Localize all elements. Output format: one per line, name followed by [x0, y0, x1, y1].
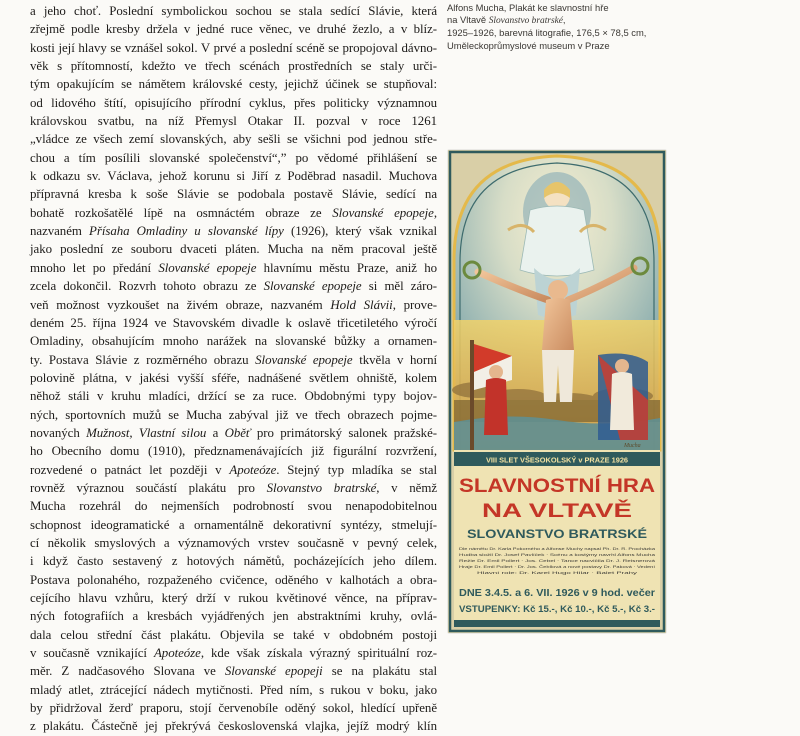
italic-title: Slovanské epopeje	[332, 205, 434, 220]
text-run: rovněž výraznou součástí plakátu pro	[30, 480, 267, 495]
text-run: , kde však získala výrazný spirituální roz-	[200, 646, 437, 661]
text-run: polovině plátna, v jakési vyšší sféře, nadnášené světlem ohniště, kolem	[30, 370, 437, 385]
italic-title: Slovanské epopeje	[158, 260, 257, 275]
body-text-line	[30, 167, 437, 185]
text-run: Omladiny, obsahujícím mnoho narážek na slovanské bůžky a ornamen-	[30, 334, 437, 349]
text-run: nazvaném	[30, 224, 90, 239]
text-run: veň možnost vyzkoušet na živém obraze, nazvaném	[30, 297, 331, 312]
text-run: rozvedené o patnáct let později v	[30, 462, 230, 477]
italic-title: Apoteóze	[229, 462, 277, 477]
text-run: cejícího hlavu vzhůru, který drží v rukou květinové věnce, na příprav-	[30, 591, 437, 605]
body-text-line	[30, 534, 437, 552]
body-text-line	[30, 516, 437, 534]
text-run: od lidového štítí, opisujícího přírodní cyklus, přes politicky významnou	[30, 95, 437, 110]
italic-title: Hold Slávii	[330, 297, 393, 312]
text-run: mnoho let po předání	[30, 260, 159, 275]
poster-tickets: VSTUPENKY: Kč 15.-, Kč 10.-, Kč 5.-, Kč 3.-	[459, 604, 655, 614]
text-run: Postava polonahého, rozpaženého cvičence, oděného v kalhotách a obra-	[30, 572, 437, 587]
text-run: ných fotografiích a kresbách vyjádřených jen abstraktními kruhy, ovlá-	[30, 609, 437, 624]
body-text-line	[30, 332, 437, 350]
text-run: schopnost ideogramatické a ornamentálně dekorativní syntézy, stmelují-	[30, 517, 437, 532]
body-text-line	[30, 644, 437, 662]
poster-line-title: SLAVNOSTNÍ HRA	[459, 476, 627, 497]
body-text-line	[30, 461, 437, 479]
italic-title: Apoteóze	[153, 646, 201, 661]
text-run: ,	[433, 205, 438, 220]
text-run: v současně vznikající	[30, 646, 154, 661]
poster-signature: Mucha	[624, 443, 641, 449]
body-text-line	[30, 112, 437, 130]
body-text-line	[30, 369, 437, 387]
text-run: si měl záro-	[361, 279, 438, 294]
text-run: přípravná kresba k soše Slávie se podobala postavě Slávie, sedící na	[30, 187, 437, 202]
poster-line-vltave: NA VLTAVĚ	[482, 501, 585, 522]
text-run: chou a tím posílili slovanské společenství“,” po vědomé přihlášení se	[30, 150, 437, 165]
body-text-line	[30, 387, 437, 405]
body-text-line	[30, 497, 437, 515]
text-run: by přidržoval žerď praporu, stojí červenobíle oděný sokol, hledící upřeně	[30, 701, 437, 716]
text-run: mladý atlet, ztrácející nádech mytičnosti. Před ním, s rukou v boku, jako	[30, 682, 437, 697]
body-text-line	[30, 20, 437, 38]
poster-small-line: Hraje Dr. Emil Pollert · Dr. Jos. Čebllová a nové postavy Dr. Paková · Vedení	[459, 565, 581, 569]
text-run: ných, sportovních mužů se Mucha zabýval již ve třech obrazech pojme-	[30, 407, 437, 422]
text-run: dala celou střední část plakátu. Objevila se také v obdobném postoji	[30, 627, 437, 642]
text-run: tkvěla v horní	[352, 352, 437, 367]
figure-caption	[447, 2, 707, 52]
text-run: zcela dokončil. Rozvrh tohoto obrazu ze	[30, 279, 264, 294]
body-text-line	[30, 589, 437, 607]
text-run: ho Obecního domu (1910), předznamenávajících již figurální rozvržení,	[30, 444, 437, 459]
body-text-line	[30, 442, 437, 460]
text-run: zřejmě podle kresby držela v jedné ruce věnec, ve druhé žezlo, a v blíz-	[30, 22, 437, 37]
body-text-line	[30, 681, 437, 699]
text-run: z plakátu. Částečně jej překrývá československá vlajka, jejíž modrý klín	[30, 719, 437, 734]
body-text-line	[30, 57, 437, 75]
body-text-line	[30, 479, 437, 497]
italic-title: Slovanstvo bratrské	[266, 480, 377, 495]
body-text-line	[30, 607, 437, 625]
body-text-line	[30, 94, 437, 112]
text-run: cí několik smyslových a významových vrstev současně v pevný celek,	[30, 535, 437, 550]
text-run: královskou svatbu, na níž Přemysl Otakar II. pozval v roce 1261	[30, 114, 437, 129]
caption-line: Uměleckoprůmyslové museum v Praze	[447, 39, 610, 51]
body-text-column	[30, 2, 438, 734]
text-run: bohatě rozkošatělé lípě na osmnáctém obraze ze	[30, 205, 333, 220]
poster-line-slovanstvo: SLOVANSTVO BRATRSKÉ	[467, 527, 618, 541]
text-run: , prove-	[392, 297, 437, 312]
italic-title: Přísaha Omladiny u slovanské lípy	[89, 224, 284, 239]
italic-title: Mužnost, Vlastní silou	[86, 425, 207, 440]
text-run: něhož stáli v kruhu mladíci, držící se za ruce. Obdobnými typy bojov-	[30, 389, 437, 404]
text-run: „vládce ze všech zemí slovanských, aby sešli se všichni pod jednou stře-	[30, 132, 437, 147]
caption-italic-title: Slovanstvo bratrské	[488, 16, 563, 27]
text-run: pro primátorský salonek pražské-	[250, 425, 437, 440]
poster-small-line: Hlavní role: Dr. Karel Hugo Hilar · Balet Prahy	[477, 571, 638, 575]
italic-title: Slovanské epopeje	[263, 279, 362, 294]
body-text-line	[30, 204, 437, 222]
body-text-line	[30, 552, 437, 570]
body-text-line	[30, 626, 437, 644]
text-run: novaných	[30, 425, 87, 440]
text-run: , v němž	[376, 480, 438, 495]
poster-bottom-band	[454, 620, 660, 627]
caption-text: ,	[562, 14, 566, 26]
poster-image	[448, 150, 666, 633]
body-text-line	[30, 699, 437, 717]
poster-small-line: Hudba složil Dr. Josef Pavlíček · Scénu a kostýmy navrhl Alfons Mucha	[459, 553, 655, 557]
poster-small-line: Dle námětu Dr. Karla Pokorného a Alfonse Muchy napsal Ph. Dr. R. Procházka	[459, 547, 655, 551]
text-run: ty. Postava Slávie z rozměrného obrazu	[30, 352, 256, 367]
body-text-line	[30, 571, 437, 589]
italic-title: Slovanské epopeje	[255, 352, 353, 367]
poster-small-line: Režie Dr. Emil Pollert · Jos. Cebel · Tance nacvičila Dr. J. Reisnerová	[459, 559, 655, 563]
text-run: k odkazu sv. Václava, jehož korunu si Jiří z Poděbrad nasadil. Muchova	[30, 169, 437, 184]
body-text-line	[30, 717, 437, 735]
text-run: jako poslední ze souboru dvaceti pláten. Mucha na něm pracoval ještě	[30, 242, 437, 257]
text-run: a	[206, 425, 225, 440]
poster-line-slet: VIII SLET VŠESOKOLSKÝ v PRAZE 1926	[485, 455, 629, 465]
text-run: kosti její hlavy se vznášel sokol. V prvé a poslední scéně se propojoval dávno-	[30, 40, 437, 55]
text-run: Mucha rozehrál do nejmenších podrobností svou nenapodobitelnou	[30, 499, 437, 514]
body-text-line	[30, 277, 437, 295]
body-text-line	[30, 2, 437, 20]
text-run: i když často sestavený z hotových námětů, pocházejících jeho dílem.	[30, 554, 437, 569]
caption-line	[447, 14, 707, 27]
text-run: tým opakujícím se námětem královské cesty, jejichž účinek se stupňoval:	[30, 77, 437, 92]
body-text-line	[30, 662, 437, 680]
caption-line: 1925–1926, barevná litografie, 176,5 × 78,5 cm,	[447, 27, 647, 39]
body-text-line	[30, 314, 437, 332]
body-text-line	[30, 259, 437, 277]
body-text-line	[30, 39, 437, 57]
body-text-line	[30, 424, 437, 442]
text-run: deném 25. října 1924 ve Stavovském divadle k oslavě třicetiletého výročí	[30, 315, 437, 330]
body-text-line	[30, 296, 437, 314]
text-run: se na plakátu stal	[322, 664, 437, 679]
body-text-line	[30, 351, 437, 369]
body-text-line	[30, 240, 437, 258]
body-text-line	[30, 130, 437, 148]
body-text-line	[30, 185, 437, 203]
text-run: (1926), který však vznikal	[283, 224, 438, 239]
caption-line: Alfons Mucha, Plakát ke slavnostní hře	[447, 2, 609, 13]
text-run: měr. Z nadčasového Slovana ve	[30, 664, 225, 679]
italic-title: Oběť	[224, 425, 251, 440]
body-text-line	[30, 75, 437, 93]
body-text-line	[30, 406, 437, 424]
text-run: věk s přítomností, kdežto ve třech scénách prostředních se staly urči-	[30, 59, 437, 74]
body-text-line	[30, 149, 437, 167]
poster-dates: DNE 3.4.5. a 6. VII. 1926 v 9 hod. večer	[459, 588, 656, 599]
body-text-line	[30, 222, 437, 240]
text-run: hlavnímu městu Praze, aniž ho	[256, 260, 438, 275]
caption-text: na Vltavě	[447, 14, 489, 26]
text-run: . Stejný typ mladíka se stal	[276, 462, 438, 477]
italic-title: Slovanské epopeji	[224, 664, 323, 679]
text-run: a jeho choť. Poslední symbolickou sochou se stala sedící Slávie, která	[30, 4, 437, 18]
